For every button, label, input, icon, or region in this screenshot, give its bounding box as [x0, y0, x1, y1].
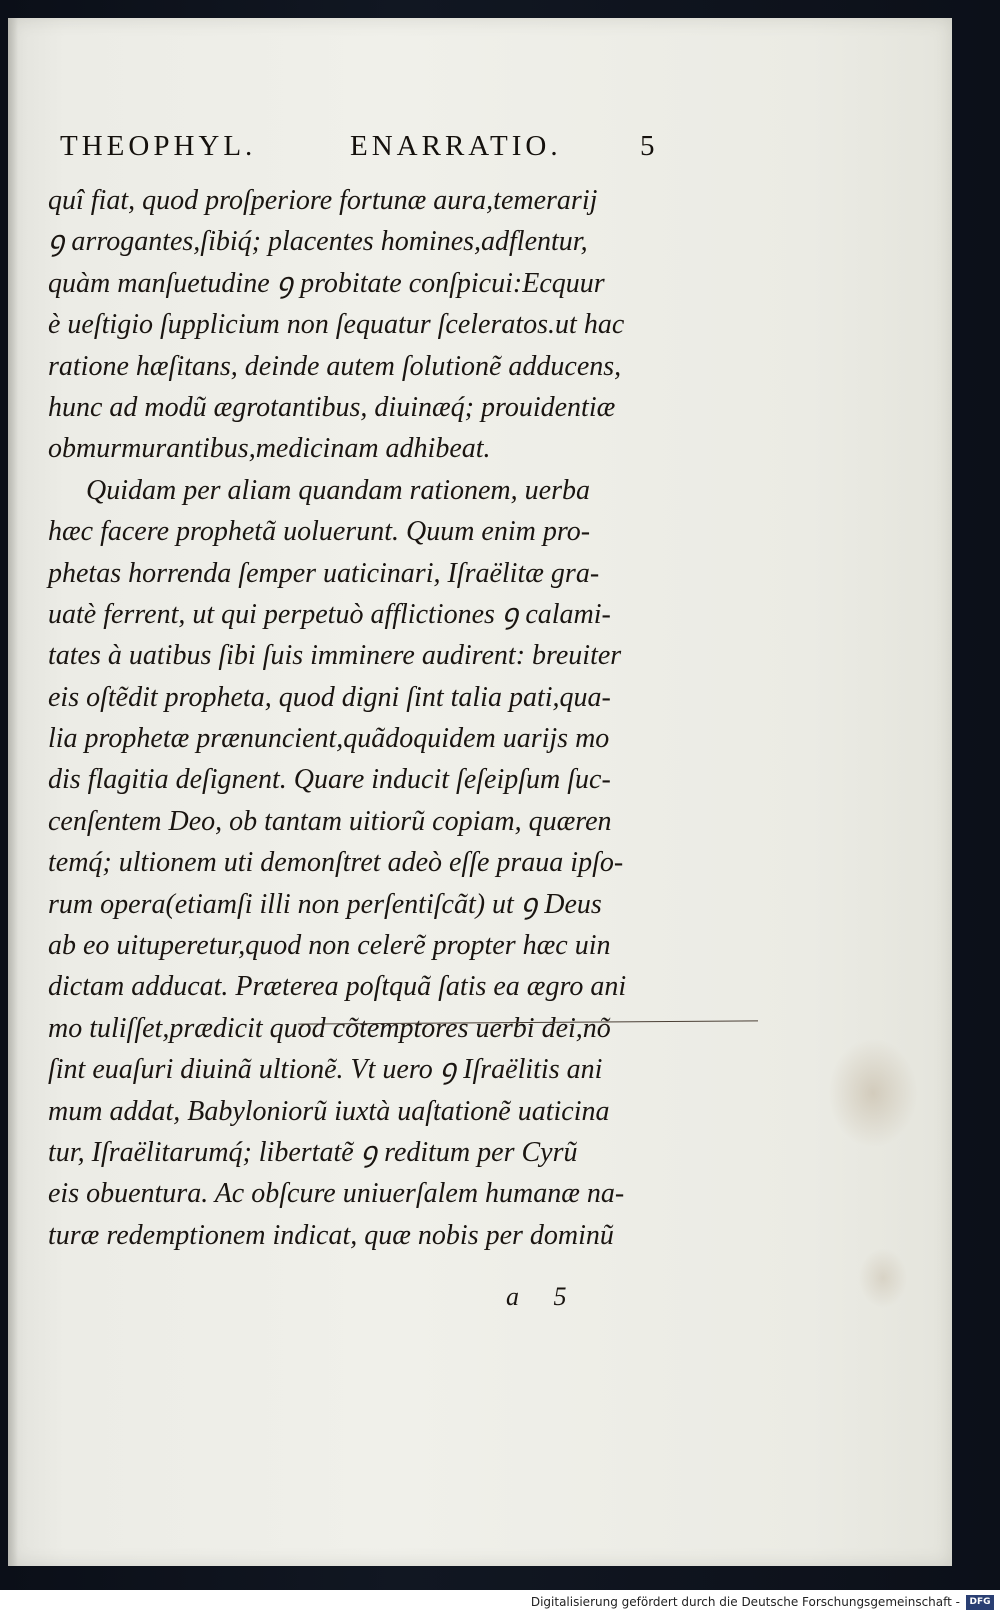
- text-line: tates à uatibus ſibi ſuis imminere audirent: breuiter: [48, 640, 622, 672]
- paragraph-start-line: Quidam per aliam quandam rationem, uerba: [86, 474, 590, 506]
- text-line: uatè ferrent, ut qui perpetuò afflictiones ꝯ calami-: [48, 598, 611, 630]
- book-page: [8, 18, 952, 1566]
- header-title-right: ENARRATIO.: [350, 130, 562, 162]
- text-line: quàm manſuetudine ꝯ probitate conſpicui:Ecquur: [48, 267, 605, 299]
- text-line: phetas horrenda ſemper uaticinari, Iſraëlitæ gra-: [48, 557, 600, 589]
- page-stain: [858, 1248, 908, 1308]
- page-gutter-shadow: [8, 18, 18, 1566]
- text-line: turæ redemptionem indicat, quæ nobis per dominũ: [48, 1219, 614, 1251]
- text-line: eis oſtẽdit propheta, quod digni ſint talia pati,qua-: [48, 681, 611, 713]
- text-line: temq́; ultionem uti demonſtret adeò eſſe praua ipſo-: [48, 847, 624, 879]
- text-line: ſint euaſuri diuinã ultionẽ. Vt uero ꝯ Iſraëlitis ani: [48, 1054, 603, 1086]
- text-line: lia prophetæ prænuncient,quãdoquidem uarijs mo: [48, 723, 610, 755]
- digitization-footer: [0, 1590, 1000, 1618]
- dfg-logo: DFG: [966, 1595, 994, 1610]
- text-line: dictam adducat. Præterea poſtquã ſatis ea ægro ani: [48, 971, 627, 1003]
- text-line: hæc facere prophetã uoluerunt. Quum enim pro-: [48, 516, 591, 548]
- text-line: ꝯ arrogantes,ſibiq́; placentes homines,adflentur,: [48, 226, 588, 258]
- text-line: tur, Iſraëlitarumq́; libertatẽ ꝯ reditum per Cyrũ: [48, 1136, 578, 1168]
- page-stain: [828, 1038, 918, 1148]
- text-line: ratione hæſitans, deinde autem ſolutionẽ adducens,: [48, 350, 622, 382]
- text-line: obmurmurantibus,medicinam adhibeat.: [48, 433, 491, 465]
- text-line: eis obuentura. Ac obſcure uniuerſalem humanæ na-: [48, 1178, 625, 1210]
- text-line: ab eo uituperetur,quod non celerẽ propter hæc uin: [48, 930, 611, 962]
- text-line: mum addat, Babyloniorũ iuxtà uaſtationẽ uaticina: [48, 1095, 610, 1127]
- header-title-left: THEOPHYL.: [60, 130, 257, 162]
- text-line: quî fiat, quod proſperiore fortunæ aura,temerarij: [48, 185, 598, 216]
- text-line: hunc ad modũ ægrotantibus, diuinæq́; prouidentiæ: [48, 391, 616, 423]
- funding-credit: Digitalisierung gefördert durch die Deutsche Forschungsgemeinschaft -: [530, 1595, 960, 1609]
- body-text: [48, 180, 688, 1256]
- text-line: dis flagitia deſignent. Quare inducit ſeſeipſum ſuc-: [48, 764, 611, 796]
- text-line: rum opera(etiamſi illi non perſentiſcãt) ut ꝯ Deus: [48, 888, 602, 920]
- text-line: cenſentem Deo, ob tantam uitiorũ copiam, quæren: [48, 805, 612, 837]
- page-number: 5: [640, 130, 659, 162]
- signature-mark: a 5: [506, 1282, 581, 1311]
- text-line: mo tuliſſet,prædicit quod cõtemptores uerbi dei,nõ: [48, 1012, 611, 1044]
- text-line: è ueſtigio ſupplicium non ſequatur ſceleratos.ut hac: [48, 309, 625, 341]
